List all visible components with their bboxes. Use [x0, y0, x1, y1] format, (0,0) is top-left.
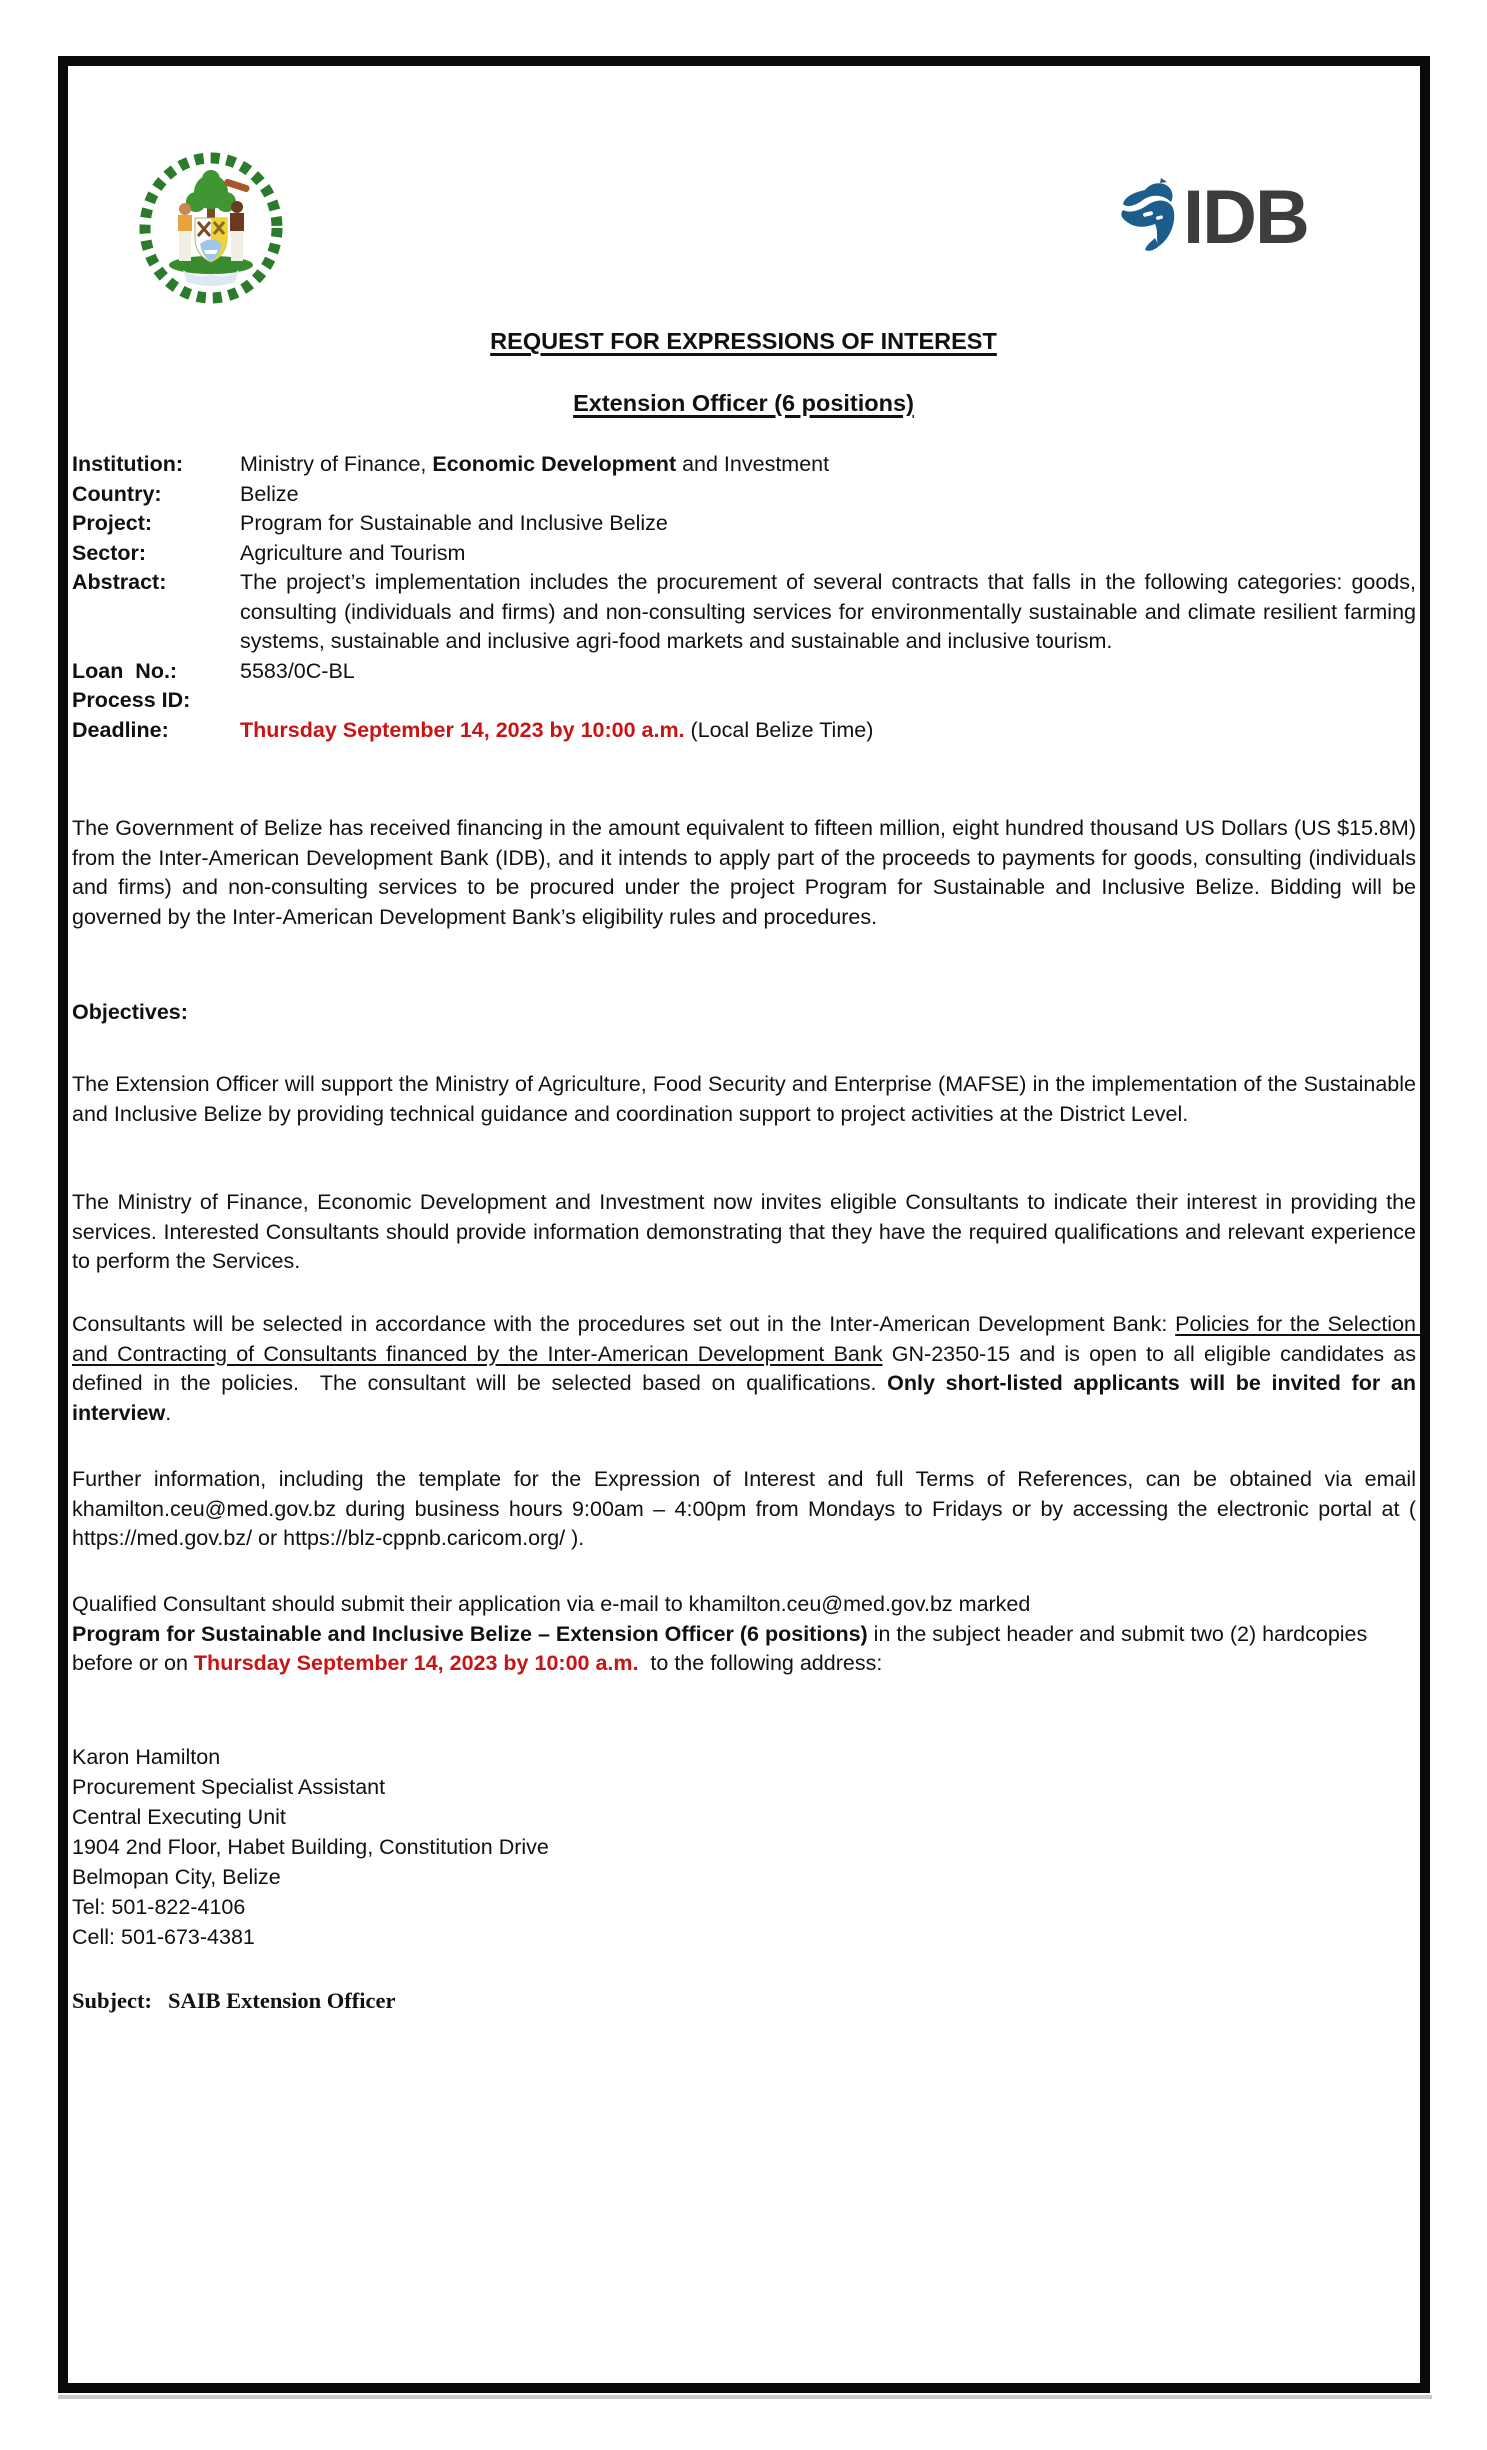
paragraph-objectives: The Extension Officer will support the Ministry of Agriculture, Food Security and Enterprise (MAFSE) in the implementation of the Sustainable and Inclusive Belize by providing technical guidance and coordination support to project activities at the District Level. — [72, 1072, 1422, 1126]
field-label-loan-no: Loan No.: — [72, 658, 178, 683]
address-line-title: Procurement Specialist Assistant — [72, 1775, 386, 1799]
paragraph-financing: The Government of Belize has received financing in the amount equivalent to fifteen million, eight hundred thousand US Dollars (US $15.8M) from the Inter-American Development Bank (IDB), and it intends to apply part of the proceeds to payments for goods, consulting (individuals and firms) and non-consulting services to be procured under the project Program for Sustainable and Inclusive Belize. Bidding will be governed by the Inter-American Development Bank’s eligibility rules and procedures. — [72, 816, 1422, 929]
shortlist-bold-text: Only short-listed applicants will be invited for an interview — [72, 1371, 1422, 1425]
position-subtitle: Extension Officer (6 positions) — [573, 390, 914, 416]
document-title: REQUEST FOR EXPRESSIONS OF INTEREST — [490, 328, 997, 354]
paragraph-submission — [72, 1590, 1416, 1679]
address-line-street: 1904 2nd Floor, Habet Building, Constitution Drive — [72, 1835, 549, 1859]
paragraph-further-info: Further information, including the template for the Expression of Interest and full Terms of References, can be obtained via email khamilton.ceu@med.gov.bz during business hours 9:00am – 4:00pm from Mondays to Fridays or by accessing the electronic portal at ( https://med.gov.bz/ or https://blz-cppnb.caricom.org/ ). — [72, 1467, 1422, 1550]
text-run: in the subject header and submit two (2) hardcopies before or on — [72, 1621, 1374, 1675]
text-run: Ministry of Finance, — [240, 452, 433, 476]
deadline-date-text: Thursday September 14, 2023 by 10:00 a.m. — [193, 1651, 639, 1675]
field-value-sector: Agriculture and Tourism — [240, 540, 466, 565]
deadline-date-text: Thursday September 14, 2023 by 10:00 a.m. — [240, 717, 685, 742]
program-bold-text: Program for Sustainable and Inclusive Belize – Extension Officer (6 positions) — [72, 1621, 868, 1646]
field-label-abstract: Abstract: — [72, 570, 167, 594]
field-label-country: Country: — [72, 481, 162, 506]
text-run-bold: Economic Development — [432, 452, 677, 476]
belize-coat-of-arms-icon — [138, 152, 284, 304]
idb-logo — [1115, 168, 1365, 268]
address-line-unit: Central Executing Unit — [72, 1805, 286, 1829]
address-line-city: Belmopan City, Belize — [72, 1865, 281, 1889]
field-row-process-id — [72, 686, 1416, 716]
subject-value: SAIB Extension Officer — [168, 1988, 396, 2013]
field-label-sector: Sector: — [72, 540, 147, 565]
field-row-institution — [72, 450, 1416, 480]
field-value-deadline — [240, 716, 1416, 746]
field-value-loan-no: 5583/0C-BL — [240, 658, 355, 683]
field-label-institution: Institution: — [72, 452, 184, 476]
field-label-deadline: Deadline: — [72, 717, 169, 742]
contact-address-block — [72, 1742, 549, 1952]
policies-underlined-text: Policies for the Selection and Contracting of Consultants financed by the Inter-American Development Bank — [72, 1312, 1422, 1366]
summary-fields — [72, 450, 1422, 745]
text-run: (Local Belize Time) — [684, 717, 874, 742]
field-label-process-id: Process ID: — [72, 688, 191, 712]
address-line-tel: Tel: 501-822-4106 — [72, 1895, 246, 1919]
objectives-heading: Objectives: — [72, 1000, 188, 1024]
text-run: Qualified Consultant should submit their application via e-mail to khamilton.ceu@med.gov.bz marked — [72, 1592, 1031, 1616]
text-run: . — [165, 1400, 172, 1425]
field-label-project: Project: — [72, 511, 153, 535]
field-value-project: Program for Sustainable and Inclusive Belize — [240, 511, 668, 535]
subject-label: Subject: — [72, 1988, 152, 2013]
field-row-sector — [72, 539, 1416, 569]
text-run: GN-2350-15 and is open to all eligible candidates as defined in the policies. The consultant will be selected based on qualifications. — [72, 1341, 1422, 1395]
belize-coat-of-arms-logo — [138, 152, 284, 304]
address-line-cell: Cell: 501-673-4381 — [72, 1925, 255, 1949]
field-row-project — [72, 509, 1416, 539]
field-value-institution — [240, 450, 1416, 480]
text-run: to the following address: — [638, 1651, 883, 1675]
paragraph-invitation: The Ministry of Finance, Economic Development and Investment now invites eligible Consultants to indicate their interest in providing the services. Interested Consultants should provide information demonstrating that they have the required qualifications and relevant experience to perform the Services. — [72, 1190, 1422, 1273]
field-row-deadline — [72, 716, 1416, 746]
field-row-abstract — [72, 568, 1422, 657]
idb-globe-icon — [1115, 176, 1177, 260]
field-row-country — [72, 480, 1416, 510]
text-run: Consultants will be selected in accordance with the procedures set out in the Inter-American Development Bank: — [72, 1312, 1176, 1336]
paragraph-selection — [72, 1310, 1422, 1428]
field-value-country: Belize — [240, 481, 299, 506]
subject-line — [72, 1988, 396, 2014]
field-row-loan-no — [72, 657, 1416, 687]
text-run: and Investment — [676, 452, 830, 476]
field-value-process-id — [240, 686, 1416, 716]
idb-logo-text: IDB — [1183, 175, 1308, 260]
field-value-abstract: The project’s implementation includes the procurement of several contracts that falls in the following categories: goods, consulting (individuals and firms) and non-consulting services for environmentally sustainable and climate resilient farming systems, sustainable and inclusive agri-food markets and sustainable and inclusive tourism. — [240, 570, 1422, 653]
address-line-name: Karon Hamilton — [72, 1745, 221, 1769]
